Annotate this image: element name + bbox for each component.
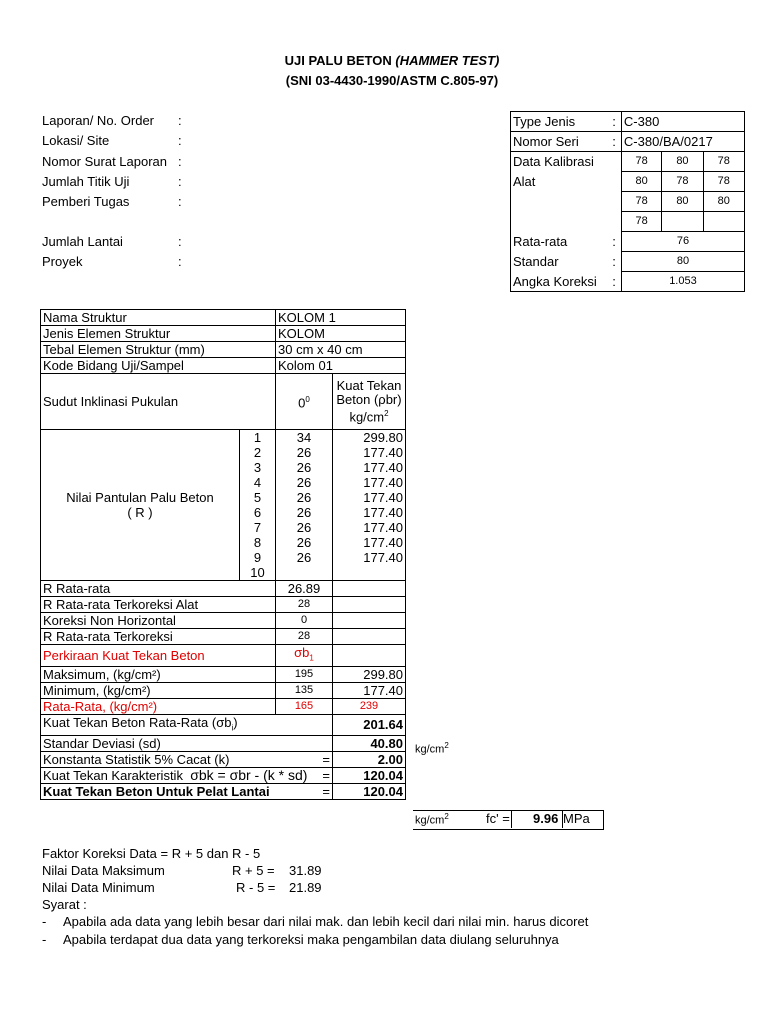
reading-r: 26	[276, 475, 333, 490]
calib-cell: 78	[621, 152, 661, 172]
footer-dash: -	[42, 932, 47, 947]
device-calib-label-1: Data Kalibrasi	[511, 152, 608, 172]
calib-cell: 80	[621, 172, 661, 192]
info-colon: :	[178, 113, 182, 128]
footer-max-label: Nilai Data Maksimum	[42, 863, 165, 878]
device-corr-label: Angka Koreksi	[511, 272, 608, 292]
info-label-assigner: Pemberi Tugas	[42, 194, 130, 209]
device-colon: :	[607, 112, 621, 132]
calib-cell: 78	[662, 172, 703, 192]
r-avg-label: R Rata-rata	[41, 581, 276, 597]
footer-note-1: Apabila ada data yang lebih besar dari nilai mak. dan lebih kecil dari nilai min. harus dicoret	[63, 914, 589, 929]
min-r: 135	[276, 682, 333, 698]
avg-strength: 239	[333, 698, 406, 714]
slab-unit: $kg/cm^2$	[415, 812, 449, 827]
struct-thick-value: 30 cm x 40 cm	[276, 342, 406, 358]
reading-index: 9	[240, 550, 276, 565]
footer-max-value: 31.89	[289, 863, 322, 878]
info-label-letter: Nomor Surat Laporan	[42, 154, 168, 169]
device-colon: :	[612, 234, 616, 249]
reading-r: 26	[276, 490, 333, 505]
footer-factor: Faktor Koreksi Data = R + 5 dan R - 5	[42, 846, 261, 861]
footer-dash: -	[42, 914, 47, 929]
title-main: UJI PALU BETON	[284, 53, 396, 68]
r-avg-corr-label: R Rata-rata Terkoreksi	[41, 629, 276, 645]
device-type-label: Type Jenis	[511, 112, 608, 132]
footer-max-expr: R + 5 =	[232, 863, 275, 878]
struct-code-label: Kode Bidang Uji/Sampel	[41, 358, 276, 374]
reading-r: 26	[276, 460, 333, 475]
reading-strength: 177.40	[333, 475, 406, 490]
angle-label: Sudut Inklinasi Pukulan	[41, 374, 276, 430]
calib-cell: 78	[621, 192, 661, 212]
reading-r: 26	[276, 520, 333, 535]
char-label: Kuat Tekan Karakteristik σbk = σbr - (k * sd) =	[41, 768, 333, 784]
r-avg-value: 26.89	[276, 581, 333, 597]
reading-index: 1	[240, 430, 276, 446]
avg-r: 165	[276, 698, 333, 714]
reading-strength	[333, 565, 406, 581]
reading-r: 26	[276, 505, 333, 520]
slab-value: 120.04	[333, 784, 406, 800]
reading-r: 26	[276, 550, 333, 565]
slab-label: Kuat Tekan Beton Untuk Pelat Lantai =	[41, 784, 333, 800]
info-label-order: Laporan/ No. Order	[42, 113, 155, 128]
fc-unit: MPa	[563, 811, 590, 826]
mean-unit: $kg/cm^2$	[415, 741, 449, 756]
info-colon: :	[178, 234, 182, 249]
reading-strength: 177.40	[333, 445, 406, 460]
mean-value: 201.64	[333, 714, 406, 736]
r-avg-corr-tool-value: 28	[276, 597, 333, 613]
device-std-label: Standar	[511, 252, 608, 272]
reading-strength: 177.40	[333, 520, 406, 535]
calib-cell: 78	[703, 172, 744, 192]
reading-r: 34	[276, 430, 333, 446]
k-value: 2.00	[333, 752, 406, 768]
device-colon: :	[607, 132, 621, 152]
footer-note-2: Apabila terdapat dua data yang terkoreksi maka pengambilan data diulang seluruhnya	[63, 932, 559, 947]
rebound-label: Nilai Pantulan Palu Beton ( R )	[41, 430, 240, 581]
strength-header: Kuat Tekan Beton (ρbr) $kg/cm^2$	[333, 374, 406, 430]
avg-label: Rata-Rata, (kg/cm²)	[41, 698, 276, 714]
info-label-floors: Jumlah Lantai	[42, 234, 123, 249]
r-avg-corr-tool-label: R Rata-rata Terkoreksi Alat	[41, 597, 276, 613]
reading-strength: 177.40	[333, 550, 406, 565]
info-label-points: Jumlah Titik Uji	[42, 174, 130, 189]
calib-cell: 78	[703, 152, 744, 172]
reading-index: 8	[240, 535, 276, 550]
reading-index: 6	[240, 505, 276, 520]
device-std-value: 80	[621, 252, 744, 272]
max-label: Maksimum, (kg/cm²)	[41, 666, 276, 682]
reading-index: 5	[240, 490, 276, 505]
footer-min-expr: R - 5 =	[236, 880, 276, 895]
max-r: 195	[276, 666, 333, 682]
title-line-1	[0, 53, 768, 68]
mean-label: Kuat Tekan Beton Rata-Rata $(\sigma b_i)$	[41, 714, 333, 736]
calib-cell	[703, 212, 744, 232]
device-colon: :	[612, 254, 616, 269]
info-colon: :	[178, 133, 182, 148]
reading-strength: 177.40	[333, 535, 406, 550]
k-label: Konstanta Statistik 5% Cacat (k) =	[41, 752, 333, 768]
calib-cell	[662, 212, 703, 232]
struct-name-value: KOLOM 1	[276, 310, 406, 326]
reading-r	[276, 565, 333, 581]
title-line-2: (SNI 03-4430-1990/ASTM C.805-97)	[285, 73, 499, 88]
sd-value: 40.80	[333, 736, 406, 752]
angle-value: $0^0$	[276, 374, 333, 430]
device-calib-label-2: Alat	[511, 172, 608, 192]
calib-cell: 80	[703, 192, 744, 212]
calib-cell: 80	[662, 152, 703, 172]
struct-type-label: Jenis Elemen Struktur	[41, 326, 276, 342]
reading-strength: 177.40	[333, 505, 406, 520]
r-avg-corr-value: 28	[276, 629, 333, 645]
reading-index: 10	[240, 565, 276, 581]
reading-strength: 299.80	[333, 430, 406, 446]
footer-min-value: 21.89	[289, 880, 322, 895]
min-strength: 177.40	[333, 682, 406, 698]
footer-min-label: Nilai Data Minimum	[42, 880, 155, 895]
fc-value: 9.96	[533, 811, 559, 826]
reading-index: 3	[240, 460, 276, 475]
sd-label: Standar Deviasi (sd)	[41, 736, 333, 752]
device-avg-label: Rata-rata	[511, 232, 608, 252]
reading-index: 4	[240, 475, 276, 490]
device-serial-value: C-380/BA/0217	[621, 132, 744, 152]
device-type-value: C-380	[621, 112, 744, 132]
char-value: 120.04	[333, 768, 406, 784]
min-label: Minimum, (kg/cm²)	[41, 682, 276, 698]
device-colon: :	[607, 272, 621, 292]
estimate-label: Perkiraan Kuat Tekan Beton	[41, 645, 276, 667]
info-label-location: Lokasi/ Site	[42, 133, 110, 148]
device-avg-value: 76	[621, 232, 744, 252]
struct-type-value: KOLOM	[276, 326, 406, 342]
reading-strength: 177.40	[333, 490, 406, 505]
device-serial-label: Nomor Seri	[511, 132, 608, 152]
struct-thick-label: Tebal Elemen Struktur (mm)	[41, 342, 276, 358]
struct-code-value: Kolom 01	[276, 358, 406, 374]
info-colon: :	[178, 154, 182, 169]
estimate-symbol: $\sigma b_1$	[276, 645, 333, 667]
struct-name-label: Nama Struktur	[41, 310, 276, 326]
non-horiz-label: Koreksi Non Horizontal	[41, 613, 276, 629]
device-corr-value: 1.053	[621, 272, 744, 292]
info-colon: :	[178, 174, 182, 189]
device-table	[510, 111, 745, 292]
reading-r: 26	[276, 445, 333, 460]
calib-cell: 80	[662, 192, 703, 212]
info-colon: :	[178, 254, 182, 269]
reading-index: 2	[240, 445, 276, 460]
fc-label: fc' =	[486, 811, 510, 826]
reading-strength: 177.40	[333, 460, 406, 475]
max-strength: 299.80	[333, 666, 406, 682]
calib-cell: 78	[621, 212, 661, 232]
reading-index: 7	[240, 520, 276, 535]
structure-table	[40, 309, 406, 800]
reading-r: 26	[276, 535, 333, 550]
footer-syarat: Syarat :	[42, 897, 87, 912]
title-italic: (HAMMER TEST)	[395, 53, 500, 68]
non-horiz-value: 0	[276, 613, 333, 629]
info-label-project: Proyek	[42, 254, 83, 269]
info-colon: :	[178, 194, 182, 209]
